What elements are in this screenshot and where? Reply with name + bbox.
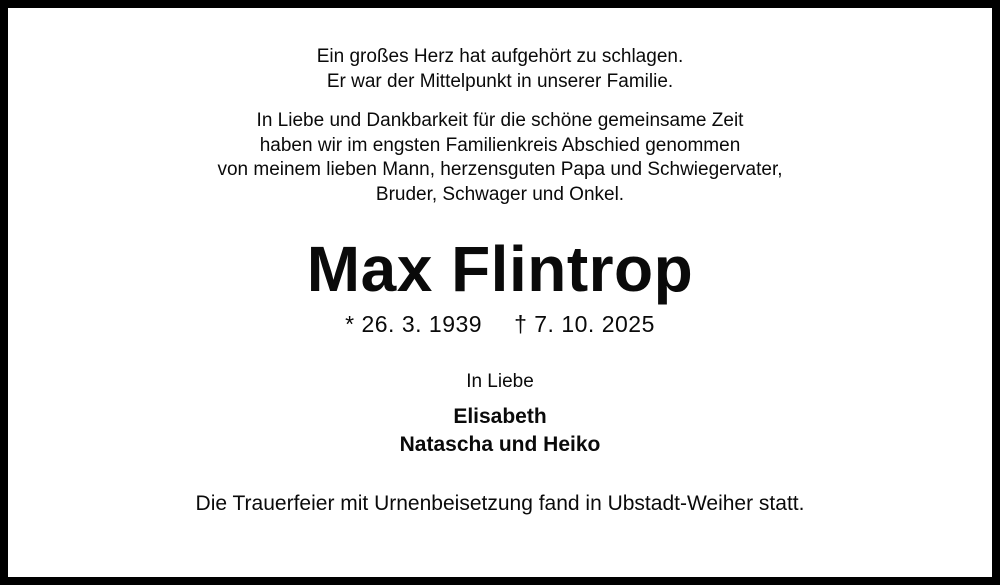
tribute-line: Bruder, Schwager und Onkel. <box>375 183 625 205</box>
mourners-list <box>8 403 992 459</box>
mourner-name: Elisabeth <box>453 405 547 428</box>
tribute-line: haben wir im engsten Familienkreis Abschied genommen <box>259 134 741 156</box>
opening-verse <box>8 44 992 94</box>
tribute-paragraph <box>8 109 992 207</box>
birth-date: * 26. 3. 1939 <box>345 311 483 337</box>
life-dates <box>8 309 992 339</box>
opening-line: Ein großes Herz hat aufgehört zu schlagen. <box>316 46 684 67</box>
tribute-line: von meinem lieben Mann, herzensguten Papa und Schwiegervater, <box>217 159 783 180</box>
mourner-name: Natascha und Heiko <box>399 433 601 456</box>
opening-line: Er war der Mittelpunkt in unserer Familie. <box>326 71 674 92</box>
deceased-name: Max Flintrop <box>306 233 694 305</box>
closing-statement: Die Trauerfeier mit Urnenbeisetzung fand in Ubstadt-Weiher statt. <box>195 492 805 515</box>
farewell-text: In Liebe <box>466 371 534 392</box>
tribute-line: In Liebe und Dankbarkeit für die schöne gemeinsame Zeit <box>256 110 744 131</box>
death-date: † 7. 10. 2025 <box>514 311 655 337</box>
